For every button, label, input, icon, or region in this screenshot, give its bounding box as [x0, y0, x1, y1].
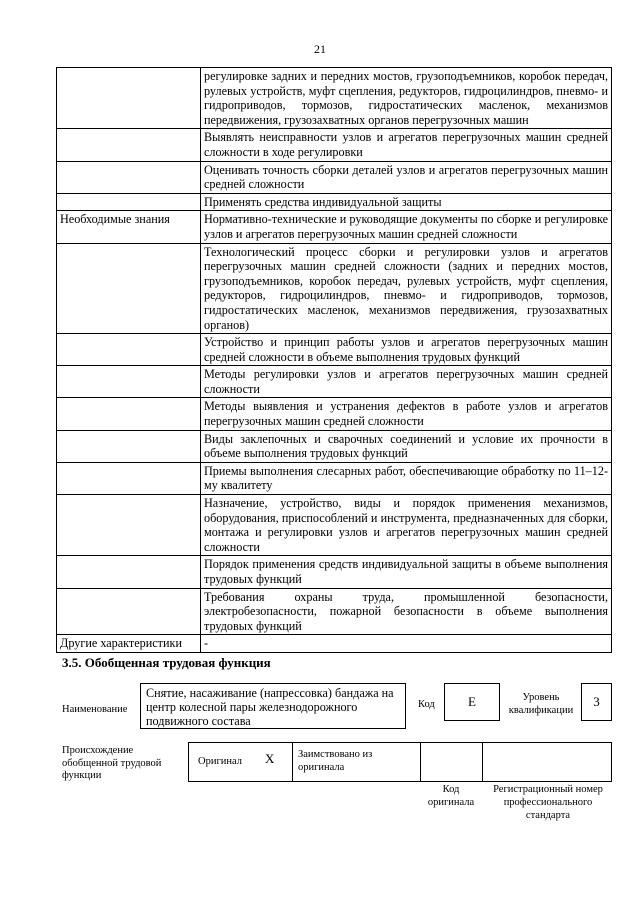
row-label: Необходимые знания — [57, 211, 201, 243]
table-row — [57, 334, 612, 366]
row-label: Другие характеристики — [57, 635, 201, 653]
row-label — [57, 588, 201, 635]
name-label: Наименование — [62, 704, 128, 715]
divider — [420, 742, 421, 782]
row-label — [57, 243, 201, 334]
original-mark: X — [265, 751, 275, 766]
table-row — [57, 556, 612, 588]
table-row — [57, 243, 612, 334]
row-label — [57, 334, 201, 366]
row-text: Приемы выполнения слесарных работ, обеспечивающие обработку по 11–12-му квалитету — [201, 462, 612, 494]
code-value: E — [444, 683, 500, 721]
row-label — [57, 495, 201, 556]
row-label — [57, 398, 201, 430]
row-text: Методы регулировки узлов и агрегатов перегрузочных машин средней сложности — [201, 366, 612, 398]
row-label — [57, 366, 201, 398]
table-row — [57, 588, 612, 635]
row-label — [57, 161, 201, 193]
row-text: Технологический процесс сборки и регулировки узлов и агрегатов перегрузочных машин средней сложности (задних и передних мостов, грузоподъемников, коробок передач, рулевых устройств, муфт сцепления, редукторов, гидроцилиндров, пневмо- и гидроприводов, тормозов, гидростатических масленок, механизмов передвижения, грузозахватных органов) — [201, 243, 612, 334]
row-text: Устройство и принцип работы узлов и агрегатов перегрузочных машин средней сложности в объеме выполнения трудовых функций — [201, 334, 612, 366]
knowledge-table — [56, 67, 612, 653]
caption-code: Код оригинала — [427, 784, 475, 808]
row-text: Оценивать точность сборки деталей узлов и агрегатов перегрузочных машин средней сложности — [201, 161, 612, 193]
row-text: Методы выявления и устранения дефектов в работе узлов и агрегатов перегрузочных машин средней сложности — [201, 398, 612, 430]
row-label — [57, 556, 201, 588]
table-row — [57, 366, 612, 398]
name-value: Снятие, насаживание (напрессовка) бандажа на центр колесной пары железнодорожного подвижного состава — [140, 683, 406, 729]
row-text: Требования охраны труда, промышленной безопасности, электробезопасности, пожарной безопасности в объеме выполнения трудовых функций — [201, 588, 612, 635]
row-text: Применять средства индивидуальной защиты — [201, 193, 612, 211]
code-label: Код — [418, 699, 435, 710]
table-row — [57, 462, 612, 494]
table-row — [57, 430, 612, 462]
row-label — [57, 462, 201, 494]
row-label — [57, 129, 201, 161]
row-text: Виды заклепочных и сварочных соединений и условие их прочности в объеме выполнения трудовых функций — [201, 430, 612, 462]
divider — [292, 742, 293, 782]
caption-reg: Регистрационный номер профессионального стандарта — [493, 784, 603, 821]
table-row — [57, 398, 612, 430]
table-row — [57, 635, 612, 653]
table-row — [57, 495, 612, 556]
section-title: 3.5. Обобщенная трудовая функция — [62, 655, 271, 670]
row-label — [57, 193, 201, 211]
row-label — [57, 430, 201, 462]
origin-label: Происхождение обобщенной трудовой функции — [62, 745, 162, 781]
row-text: - — [201, 635, 612, 653]
table-row — [57, 68, 612, 129]
borrowed-label: Заимствовано из оригинала — [298, 749, 373, 773]
row-text: Выявлять неисправности узлов и агрегатов перегрузочных машин средней сложности в ходе регулировки — [201, 129, 612, 161]
row-text: Назначение, устройство, виды и порядок применения механизмов, оборудования, приспособлений и инструмента, предназначенных для сборки, монтажа и регулировки узлов и агрегатов перегрузочных машин средней сложности — [201, 495, 612, 556]
level-label: Уровень квалификации — [508, 692, 574, 716]
page-number: 21 — [314, 42, 326, 56]
row-text: Порядок применения средств индивидуальной защиты в объеме выполнения трудовых функций — [201, 556, 612, 588]
table-row — [57, 193, 612, 211]
table-row — [57, 211, 612, 243]
table-row — [57, 161, 612, 193]
level-value: 3 — [581, 683, 612, 721]
row-label — [57, 68, 201, 129]
table-row — [57, 129, 612, 161]
row-text: Нормативно-технические и руководящие документы по сборке и регулировке узлов и агрегатов перегрузочных машин средней сложности — [201, 211, 612, 243]
divider — [482, 742, 483, 782]
original-label: Оригинал — [198, 756, 242, 767]
row-text: регулировке задних и передних мостов, грузоподъемников, коробок передач, рулевых устройств, муфт сцепления, редукторов, гидроцилиндров, пневмо- и гидроприводов, тормозов, гидростатических масленок, механизмов передвижения, грузозахватных органов перегрузочных машин — [201, 68, 612, 129]
